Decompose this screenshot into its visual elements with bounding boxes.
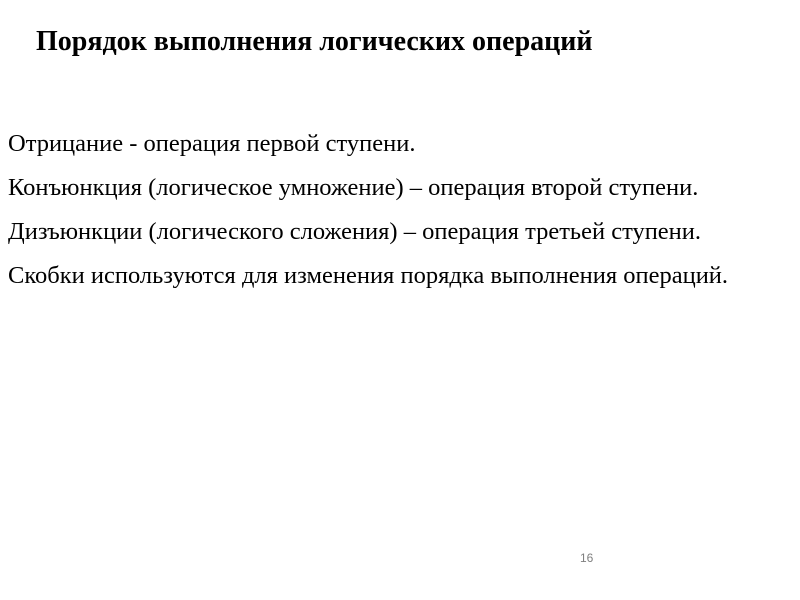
paragraph-negation: Отрицание - операция первой ступени. [8,130,416,157]
slide-body [8,126,792,302]
paragraph-brackets: Скобки используются для изменения порядка выполнения операций. [8,262,729,289]
paragraph-conjunction: Конъюнкция (логическое умножение) – операция второй ступени. [8,174,699,201]
page-number: 16 [580,551,594,565]
slide-title: Порядок выполнения логических операций [36,26,593,57]
paragraph-disjunction: Дизъюнкции (логического сложения) – операция третьей ступени. [8,218,702,245]
